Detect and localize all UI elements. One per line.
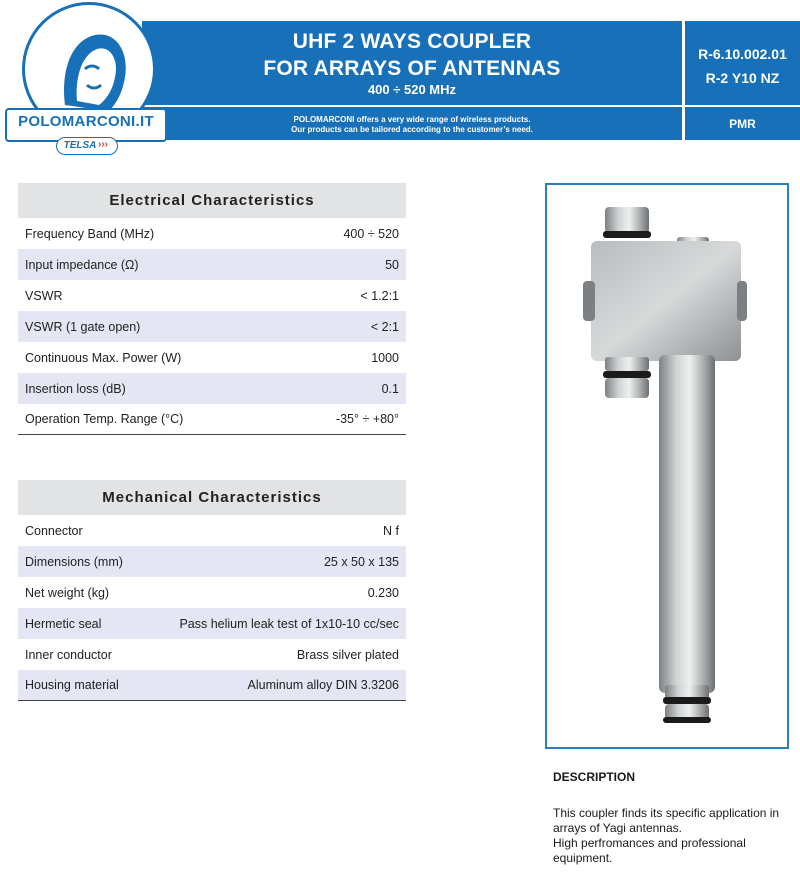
table-row <box>18 670 406 701</box>
product-frequency: 400 ÷ 520 MHz <box>367 82 457 97</box>
electrical-heading: Electrical Characteristics <box>18 183 406 218</box>
electrical-characteristics-table <box>18 183 406 435</box>
row-label: Insertion loss (dB) <box>25 381 126 396</box>
row-value: 0.1 <box>381 381 399 396</box>
header-code-bar <box>685 21 800 105</box>
table-row <box>18 373 406 404</box>
row-value: Brass silver plated <box>296 647 399 662</box>
product-photo <box>545 183 789 749</box>
tagline-line1: POLOMARCONI offers a very wide range of wireless products. <box>293 115 531 124</box>
product-model: R-2 Y10 NZ <box>705 70 780 86</box>
table-row <box>18 249 406 280</box>
row-value: 50 <box>385 257 399 272</box>
row-label: Hermetic seal <box>25 616 102 631</box>
description-line: High perfromances and professional <box>553 836 746 850</box>
row-label: VSWR <box>25 288 63 303</box>
row-label: Net weight (kg) <box>25 585 110 600</box>
row-label: Inner conductor <box>25 647 112 662</box>
row-value: 400 ÷ 520 <box>343 226 399 241</box>
table-row <box>18 515 406 546</box>
description-line: equipment. <box>553 851 613 865</box>
row-label: Connector <box>25 523 83 538</box>
row-value: 0.230 <box>367 585 399 600</box>
row-value: 25 x 50 x 135 <box>323 554 399 569</box>
description-text <box>553 806 793 866</box>
coupler-illustration <box>547 185 787 747</box>
product-subtitle: FOR ARRAYS OF ANTENNAS <box>263 57 561 80</box>
table-row <box>18 546 406 577</box>
table-row <box>18 639 406 670</box>
sub-brand-text: TELSA <box>63 140 97 151</box>
row-value: 1000 <box>371 350 399 365</box>
row-label: Dimensions (mm) <box>25 554 123 569</box>
product-category: PMR <box>729 117 756 131</box>
row-label: Continuous Max. Power (W) <box>25 350 182 365</box>
row-value: Pass helium leak test of 1x10-10 cc/sec <box>179 616 399 631</box>
table-row <box>18 404 406 435</box>
brand-logo-text: POLOMARCONI.IT <box>18 113 154 130</box>
table-row <box>18 577 406 608</box>
table-row <box>18 608 406 639</box>
row-value: N f <box>383 523 399 538</box>
row-label: Housing material <box>25 678 119 692</box>
row-value: < 2:1 <box>370 319 399 334</box>
product-title: UHF 2 WAYS COUPLER <box>292 30 532 53</box>
row-label: VSWR (1 gate open) <box>25 319 141 334</box>
table-row <box>18 280 406 311</box>
description-line: This coupler finds its specific application in <box>553 806 780 820</box>
mechanical-characteristics-table <box>18 480 406 701</box>
tagline-line2: Our products can be tailored according to the customer’s need. <box>291 125 533 134</box>
product-code: R-6.10.002.01 <box>698 46 787 62</box>
row-label: Frequency Band (MHz) <box>25 226 155 241</box>
signal-arrows-icon: ››› <box>98 139 108 150</box>
description-line: arrays of Yagi antennas. <box>553 821 682 835</box>
row-label: Input impedance (Ω) <box>25 257 139 272</box>
row-value: -35° ÷ +80° <box>335 412 399 426</box>
table-row <box>18 342 406 373</box>
row-value: Aluminum alloy DIN 3.3206 <box>247 678 399 692</box>
description-heading: DESCRIPTION <box>553 770 636 784</box>
row-value: < 1.2:1 <box>360 288 399 303</box>
table-row <box>18 311 406 342</box>
row-label: Operation Temp. Range (°C) <box>25 412 184 426</box>
table-row <box>18 218 406 249</box>
mechanical-heading: Mechanical Characteristics <box>18 480 406 515</box>
